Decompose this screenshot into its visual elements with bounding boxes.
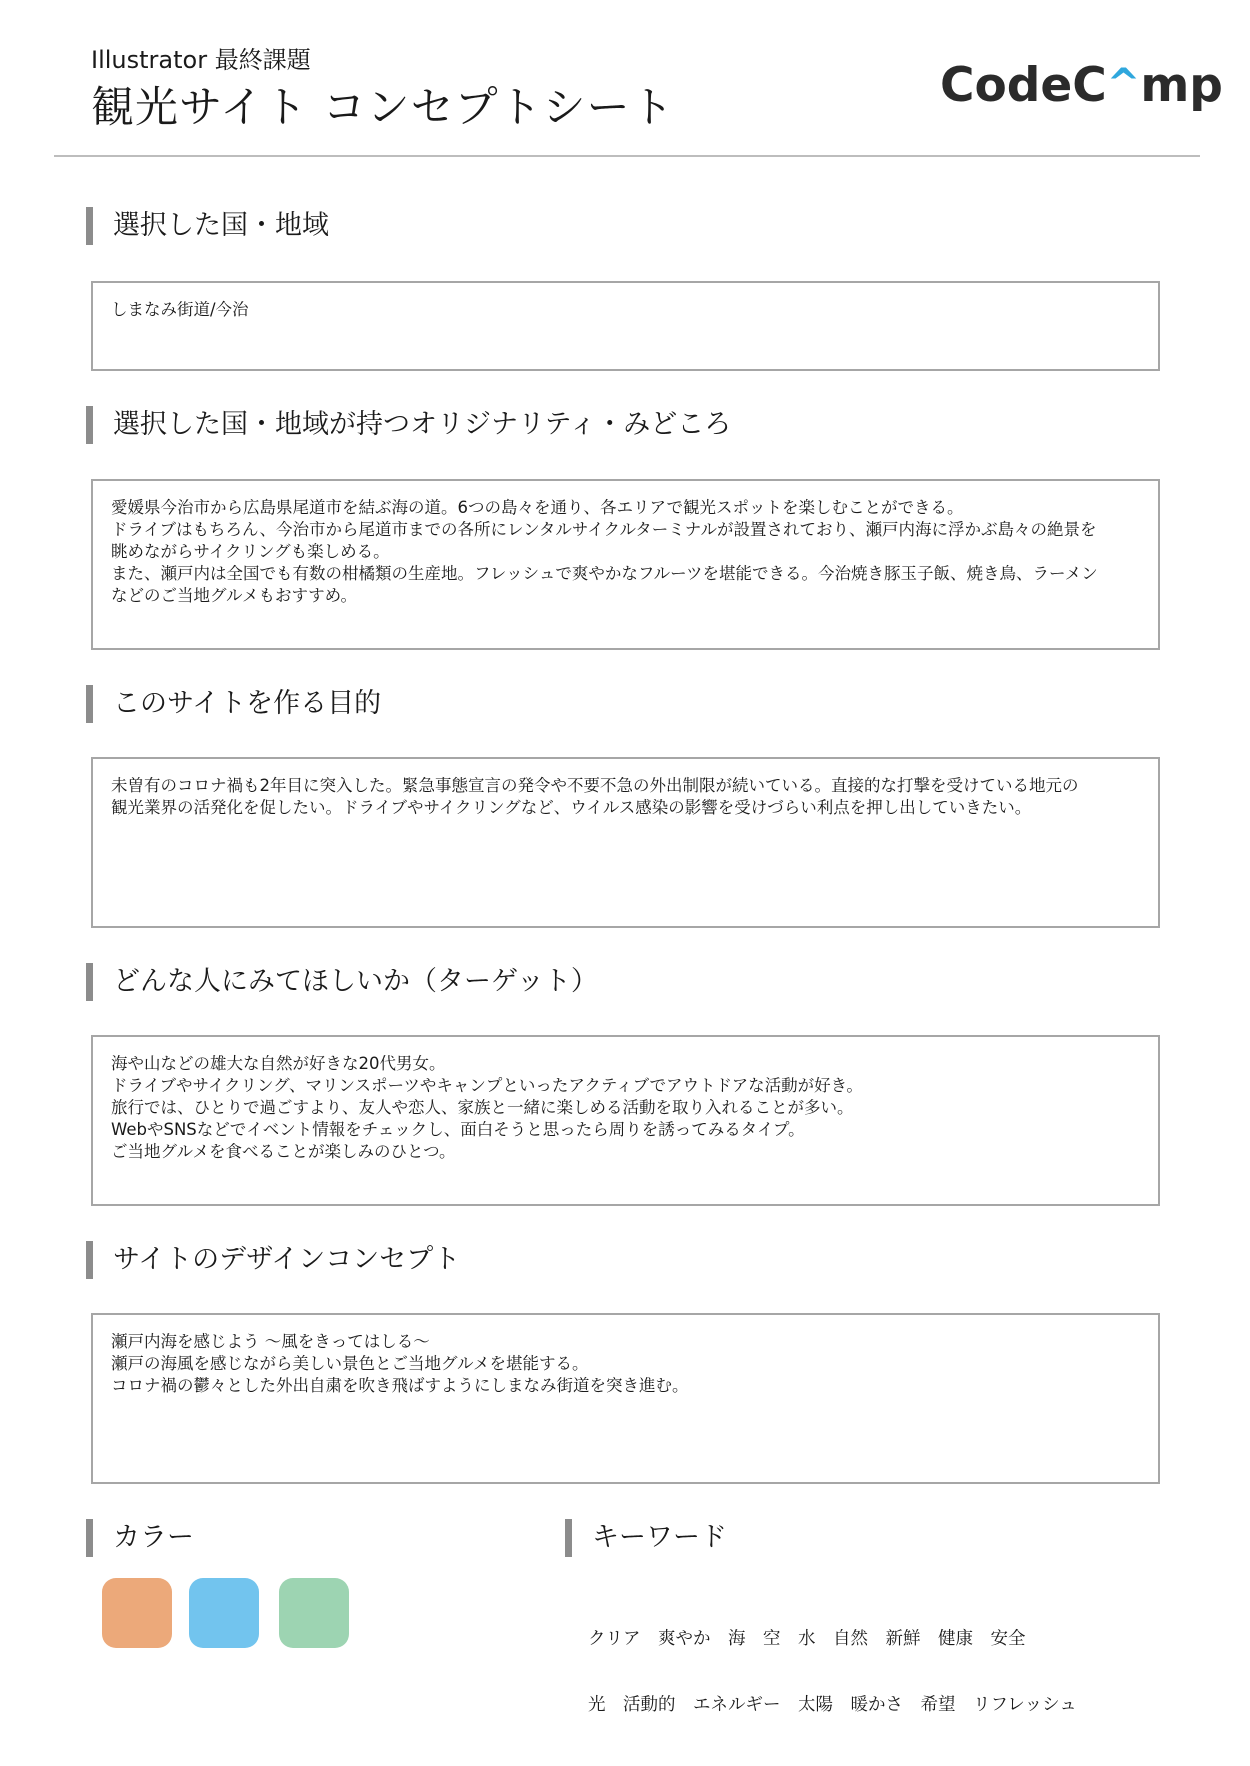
codecamp-logo bbox=[940, 58, 1223, 113]
header-divider bbox=[54, 155, 1200, 157]
color-swatch-orange bbox=[102, 1578, 172, 1648]
logo-text-left: CodeC bbox=[940, 58, 1107, 113]
document-title: 観光サイト コンセプトシート bbox=[91, 83, 675, 133]
section-box-target: 海や山などの雄大な自然が好きな20代男女。 ドライブやサイクリング、マリンスポーツやキャンプといったアクティブでアウトドアな活動が好き。 旅行では、ひとりで過ごすより、友人や恋人、家族と一緒に楽しめる活動を取り入れることが多い。 WebやSNSなどでイベント情報をチェックし、面白そうと思ったら周りを誘ってみるタイプ。 ご当地グルメを食べることが楽しみのひとつ。 bbox=[91, 1035, 1160, 1206]
section-box-region: しまなみ街道/今治 bbox=[91, 281, 1160, 371]
color-swatch-green bbox=[279, 1578, 349, 1648]
section-heading-originality: 選択した国・地域が持つオリジナリティ・みどころ bbox=[86, 406, 731, 444]
section-box-purpose: 未曽有のコロナ禍も2年目に突入した。緊急事態宣言の発令や不要不急の外出制限が続いている。直接的な打撃を受けている地元の 観光業界の活発化を促したい。ドライブやサイクリングなど、ウイルス感染の影響を受けづらい利点を押し出していきたい。 bbox=[91, 757, 1160, 928]
keyword-heading: キーワード bbox=[565, 1519, 727, 1557]
color-heading: カラー bbox=[86, 1519, 194, 1557]
section-box-originality: 愛媛県今治市から広島県尾道市を結ぶ海の道。6つの島々を通り、各エリアで観光スポットを楽しむことができる。 ドライブはもちろん、今治市から尾道市までの各所にレンタルサイクルターミナルが設置されており、瀬戸内海に浮かぶ島々の絶景を 眺めながらサイクリングも楽しめる。 また、瀬戸内は全国でも有数の柑橘類の生産地。フレッシュで爽やかなフルーツを堪能できる。今治焼き豚玉子飯、焼き鳥、ラーメン などのご当地グルメもおすすめ。 bbox=[91, 479, 1160, 650]
section-heading-region: 選択した国・地域 bbox=[86, 207, 329, 245]
keyword-line-1: クリア 爽やか 海 空 水 自然 新鮮 健康 安全 bbox=[588, 1629, 1026, 1649]
section-heading-target: どんな人にみてほしいか（ターゲット） bbox=[86, 963, 598, 1001]
section-box-design-concept: 瀬戸内海を感じよう ～風をきってはしる～ 瀬戸の海風を感じながら美しい景色とご当地グルメを堪能する。 コロナ禍の鬱々とした外出自粛を吹き飛ばすようにしまなみ街道を突き進む。 bbox=[91, 1313, 1160, 1484]
document-subtitle: Illustrator 最終課題 bbox=[91, 46, 311, 74]
section-heading-design-concept: サイトのデザインコンセプト bbox=[86, 1241, 460, 1279]
logo-text-right: mp bbox=[1140, 58, 1223, 113]
section-heading-purpose: このサイトを作る目的 bbox=[86, 685, 381, 723]
keyword-line-2: 光 活動的 エネルギー 太陽 暖かさ 希望 リフレッシュ bbox=[588, 1695, 1077, 1715]
color-swatch-blue bbox=[189, 1578, 259, 1648]
keyword-list bbox=[588, 1584, 1077, 1738]
logo-chevron-icon: ^ bbox=[1106, 61, 1141, 107]
